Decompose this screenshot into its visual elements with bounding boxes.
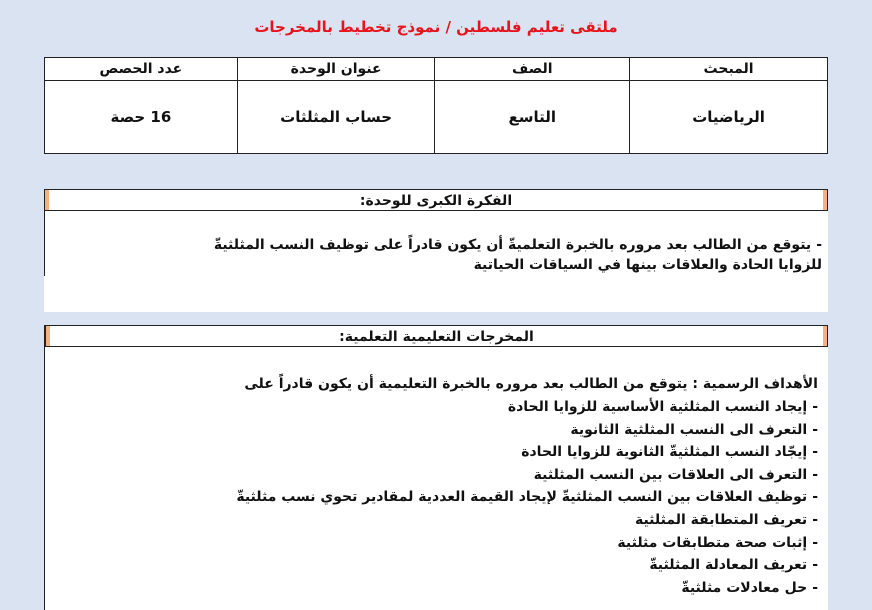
list-item-text: التعرف الى العلاقات بين النسب المثلثية bbox=[533, 466, 808, 483]
bullet-dash: - bbox=[816, 237, 822, 253]
list-item-text: إيجّاد النسب المثلثيةّ الثانوية للزوايا الحادة bbox=[521, 444, 808, 461]
big-idea-heading: الفكرة الكبرى للوحدة: bbox=[44, 189, 828, 211]
bullet-dash: - bbox=[812, 557, 818, 574]
list-item-text: إثبات صحة متطابقات مثلثية bbox=[617, 534, 808, 551]
bullet-dash: - bbox=[812, 421, 818, 438]
bullet-dash: - bbox=[812, 466, 818, 483]
bullet-dash: - bbox=[812, 399, 818, 415]
list-item-text: توظيف العلاقات بين النسب المثلثيةّ لإيجاد القيمة العددية لمقادير تحوي نسب مثلثيةّ bbox=[236, 489, 808, 506]
info-table-header-row bbox=[45, 58, 828, 81]
big-idea-line-2: للزوايا الحادة والعلاقات بينها في السياقات الحياتية bbox=[473, 257, 822, 273]
list-item bbox=[48, 444, 818, 467]
big-idea-section bbox=[44, 189, 828, 312]
value-unit-title: حساب المثلثات bbox=[237, 81, 435, 154]
outcomes-list bbox=[48, 399, 818, 602]
value-grade: التاسع bbox=[435, 81, 630, 154]
big-idea-line-1-text: يتوقع من الطالب بعد مروره بالخبرة التعلميةّ أن يكون قادراً على توظيف النسب المثلثيةّ bbox=[213, 237, 812, 253]
bullet-dash: - bbox=[812, 579, 818, 596]
list-item bbox=[48, 399, 818, 422]
header-unit-title: عنوان الوحدة bbox=[237, 58, 435, 81]
bullet-dash: - bbox=[812, 489, 818, 506]
list-item bbox=[48, 580, 818, 603]
bullet-dash: - bbox=[812, 534, 818, 551]
bullet-dash: - bbox=[812, 511, 818, 528]
header-subject: المبحث bbox=[630, 58, 828, 81]
learning-outcomes-section bbox=[44, 325, 828, 610]
list-item-text: تعريف المعادلة المثلثيةّ bbox=[649, 557, 808, 574]
list-item bbox=[48, 557, 818, 580]
learning-outcomes-heading: المخرجات التعليمية التعلمية: bbox=[45, 325, 828, 347]
list-item-text: تعريف المتطابقة المثلثية bbox=[634, 511, 808, 528]
list-item bbox=[48, 467, 818, 490]
bullet-dash: - bbox=[812, 444, 818, 461]
list-item bbox=[48, 512, 818, 535]
list-item bbox=[48, 535, 818, 558]
list-item-text: حل معادلات مثلثيةّ bbox=[681, 579, 808, 596]
info-table-value-row bbox=[45, 81, 828, 154]
list-item bbox=[48, 422, 818, 445]
outcomes-intro: الأهداف الرسمية : يتوقع من الطالب بعد مروره بالخبرة التعليمية أن يكون قادراً على bbox=[244, 376, 818, 392]
list-item-text: إيجاد النسب المثلثية الأساسية للزوايا الحادة bbox=[507, 399, 808, 415]
big-idea-line-1 bbox=[52, 235, 822, 255]
list-item-text: التعرف الى النسب المثلثية الثانوية bbox=[570, 421, 808, 438]
value-lesson-count: 16 حصة bbox=[45, 81, 238, 154]
big-idea-text bbox=[52, 235, 822, 275]
value-subject: الرياضيات bbox=[630, 81, 828, 154]
page-title: ملتقى تعليم فلسطين / نموذج تخطيط بالمخرجات bbox=[254, 18, 618, 36]
list-item bbox=[48, 489, 818, 512]
unit-info-table bbox=[44, 57, 828, 154]
header-grade: الصف bbox=[435, 58, 630, 81]
header-lesson-count: عدد الحصص bbox=[45, 58, 238, 81]
big-idea-left-border bbox=[44, 211, 45, 276]
